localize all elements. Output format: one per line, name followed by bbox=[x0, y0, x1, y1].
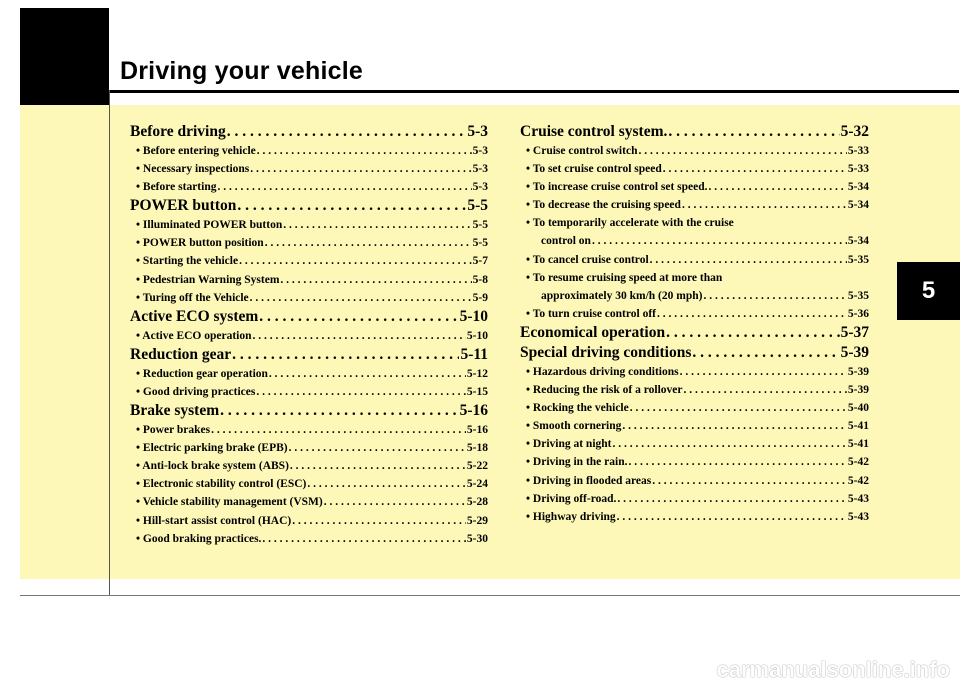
toc-entry[interactable] bbox=[520, 453, 869, 471]
toc-section-heading-label: Cruise control system. bbox=[520, 123, 668, 140]
toc-entry[interactable] bbox=[520, 251, 869, 269]
toc-entry[interactable] bbox=[520, 214, 869, 232]
bullet-icon: • bbox=[136, 385, 143, 398]
toc-entry[interactable] bbox=[130, 365, 488, 383]
leader-dots bbox=[250, 160, 471, 178]
leader-dots bbox=[682, 196, 847, 214]
bullet-icon: • bbox=[136, 163, 143, 176]
toc-entry-label: • Necessary inspections bbox=[136, 163, 250, 176]
bullet-icon: • bbox=[526, 253, 533, 266]
toc-entry[interactable] bbox=[130, 160, 488, 178]
leader-dots bbox=[253, 327, 466, 345]
toc-section-heading-page: 5-32 bbox=[840, 123, 869, 140]
leader-dots bbox=[324, 493, 466, 511]
leader-dots bbox=[237, 196, 466, 216]
toc-entry-label: • Smooth cornering bbox=[526, 420, 622, 433]
toc-entry[interactable] bbox=[520, 305, 869, 323]
toc-entry-label: • Highway driving bbox=[526, 510, 616, 523]
leader-dots bbox=[283, 216, 471, 234]
toc-entry-page: 5-33 bbox=[847, 145, 869, 157]
toc-entry-label: • Active ECO operation bbox=[136, 329, 252, 342]
bullet-icon: • bbox=[136, 367, 143, 380]
leader-dots bbox=[692, 343, 839, 363]
toc-entry[interactable] bbox=[520, 472, 869, 490]
bullet-icon: • bbox=[136, 460, 143, 473]
toc-entry[interactable] bbox=[520, 269, 869, 287]
toc-entry-page: 5-42 bbox=[847, 474, 869, 487]
toc-entry-page: 5-43 bbox=[847, 492, 869, 505]
toc-section bbox=[130, 307, 488, 345]
leader-dots bbox=[290, 457, 466, 475]
toc-section-heading[interactable] bbox=[130, 345, 488, 365]
toc-entry-label: • Turing off the Vehicle bbox=[136, 291, 249, 304]
leader-dots bbox=[617, 490, 847, 508]
leader-dots bbox=[703, 287, 846, 305]
toc-entry-label: • Starting the vehicle bbox=[136, 255, 239, 268]
toc-entry-page: 5-24 bbox=[466, 478, 488, 491]
bullet-icon: • bbox=[526, 420, 533, 433]
toc-entry-page: 5-5 bbox=[472, 237, 488, 250]
toc-section bbox=[130, 401, 488, 548]
toc-entry-page: 5-42 bbox=[847, 456, 869, 469]
toc-entry-label: • Reducing the risk of a rollover bbox=[526, 384, 683, 397]
toc-entry-label: • To decrease the cruising speed bbox=[526, 199, 681, 212]
leader-dots bbox=[257, 142, 472, 160]
toc-entry-page: 5-3 bbox=[472, 145, 488, 157]
bullet-icon: • bbox=[136, 237, 143, 250]
toc-entry-continued-page: 5-35 bbox=[847, 289, 869, 302]
toc-entry-page: 5-41 bbox=[847, 438, 869, 451]
toc-entry-continued[interactable] bbox=[520, 287, 869, 305]
bullet-icon: • bbox=[526, 199, 533, 212]
footer-rule bbox=[20, 595, 960, 596]
bullet-icon: • bbox=[136, 442, 143, 455]
leader-dots bbox=[666, 323, 839, 343]
toc-entry-label: • To resume cruising speed at more than bbox=[526, 271, 723, 284]
toc-section-heading[interactable] bbox=[520, 343, 869, 363]
toc-section bbox=[520, 323, 869, 343]
toc-entry[interactable] bbox=[520, 399, 869, 417]
toc-entry[interactable] bbox=[130, 252, 488, 270]
toc-entry-label: • Driving in flooded areas bbox=[526, 474, 652, 487]
leader-dots bbox=[592, 232, 847, 250]
chapter-tab[interactable]: 5 bbox=[897, 262, 960, 320]
leader-dots bbox=[652, 472, 847, 490]
watermark: carmanualsonline.info bbox=[716, 657, 950, 682]
bullet-icon: • bbox=[136, 424, 143, 437]
toc-section-heading[interactable] bbox=[130, 196, 488, 216]
toc-entry-page: 5-18 bbox=[466, 442, 488, 455]
toc-entry-page: 5-43 bbox=[847, 510, 869, 523]
toc-section bbox=[130, 345, 488, 401]
header-rule bbox=[109, 90, 959, 93]
toc-section-heading[interactable] bbox=[520, 122, 869, 142]
leader-dots bbox=[217, 178, 471, 196]
toc-entry[interactable] bbox=[130, 271, 488, 289]
toc-entry[interactable] bbox=[130, 493, 488, 511]
toc-entry-label: • Rocking the vehicle bbox=[526, 402, 629, 415]
leader-dots bbox=[650, 251, 847, 269]
toc-section-heading[interactable] bbox=[130, 401, 488, 421]
toc-entry[interactable] bbox=[520, 160, 869, 178]
toc-entry-page: 5-33 bbox=[847, 163, 869, 176]
toc-entry-page: 5-36 bbox=[847, 307, 869, 320]
toc-entry-label: • Driving in the rain. bbox=[526, 456, 628, 469]
toc-entry-label: • Hill-start assist control (HAC) bbox=[136, 514, 292, 527]
leader-dots bbox=[292, 512, 466, 530]
toc-entry[interactable] bbox=[130, 439, 488, 457]
toc-entry[interactable] bbox=[130, 475, 488, 493]
header-black-block bbox=[20, 8, 109, 105]
toc-entry-page: 5-15 bbox=[466, 385, 488, 398]
toc-section-heading-label: Active ECO system bbox=[130, 307, 259, 325]
leader-dots bbox=[628, 453, 846, 471]
toc-section-heading-label: Reduction gear bbox=[130, 345, 232, 363]
toc-entry[interactable] bbox=[130, 421, 488, 439]
toc-entry-page: 5-35 bbox=[847, 253, 869, 266]
toc-entry[interactable] bbox=[130, 530, 488, 548]
toc-entry-label: • To increase cruise control set speed. bbox=[526, 181, 708, 194]
toc-entry[interactable] bbox=[520, 381, 869, 399]
toc-entry[interactable] bbox=[520, 435, 869, 453]
toc-entry-label: • POWER button position bbox=[136, 237, 264, 250]
toc-entry-page: 5-41 bbox=[847, 420, 869, 433]
toc-entry[interactable] bbox=[130, 327, 488, 345]
leader-dots bbox=[622, 417, 847, 435]
toc-entry-page: 5-22 bbox=[466, 460, 488, 473]
bullet-icon: • bbox=[136, 145, 143, 157]
toc-entry-continued-label: control on bbox=[541, 235, 591, 248]
toc-entry-page: 5-40 bbox=[847, 402, 869, 415]
toc-entry-page: 5-30 bbox=[466, 532, 488, 545]
margin-rule bbox=[109, 90, 110, 595]
toc-entry-continued-label: approximately 30 km/h (20 mph) bbox=[541, 289, 703, 302]
leader-dots bbox=[289, 439, 466, 457]
toc-section-heading[interactable] bbox=[130, 122, 488, 142]
toc-section bbox=[520, 122, 869, 323]
leader-dots bbox=[684, 381, 847, 399]
toc-entry-page: 5-12 bbox=[466, 367, 488, 380]
bullet-icon: • bbox=[136, 219, 143, 232]
toc-entry-page: 5-8 bbox=[472, 273, 488, 286]
toc-entry-label: • Pedestrian Warning System bbox=[136, 273, 280, 286]
toc-entry-label: • To temporarily accelerate with the cruise bbox=[526, 217, 734, 230]
toc-section-heading-page: 5-3 bbox=[467, 123, 488, 140]
leader-dots bbox=[262, 530, 465, 548]
toc-entry-label: • To turn cruise control off bbox=[526, 307, 657, 320]
bullet-icon: • bbox=[526, 402, 533, 415]
leader-dots bbox=[663, 160, 847, 178]
leader-dots bbox=[269, 365, 466, 383]
toc-entry-label: • Driving off-road. bbox=[526, 492, 617, 505]
toc-entry-label: • Reduction gear operation bbox=[136, 367, 268, 380]
toc-entry-continued[interactable] bbox=[520, 232, 869, 250]
toc-entry[interactable] bbox=[520, 490, 869, 508]
bullet-icon: • bbox=[136, 181, 143, 194]
toc-section-heading-page: 5-16 bbox=[459, 402, 488, 420]
toc-entry[interactable] bbox=[130, 178, 488, 196]
toc-entry-label: • Cruise control switch bbox=[526, 145, 638, 157]
leader-dots bbox=[211, 421, 466, 439]
toc-entry-continued-page: 5-34 bbox=[847, 235, 869, 248]
bullet-icon: • bbox=[136, 329, 143, 342]
toc-section-heading-label: Before driving bbox=[130, 123, 226, 140]
toc-section bbox=[130, 196, 488, 306]
toc-entry-label: • Power brakes bbox=[136, 424, 211, 437]
toc-section-heading-page: 5-39 bbox=[840, 343, 869, 361]
toc-entry-page: 5-3 bbox=[472, 181, 488, 194]
toc-entry-label: • Hazardous driving conditions bbox=[526, 365, 679, 378]
toc-entry-page: 5-3 bbox=[472, 163, 488, 176]
toc-entry[interactable] bbox=[520, 178, 869, 196]
toc-entry-page: 5-34 bbox=[847, 199, 869, 212]
toc-entry-label: • Before entering vehicle bbox=[136, 145, 256, 157]
toc-section-heading-label: Special driving conditions bbox=[520, 343, 692, 361]
toc-entry[interactable] bbox=[130, 234, 488, 252]
leader-dots bbox=[250, 289, 472, 307]
toc-section-heading-page: 5-10 bbox=[459, 307, 488, 325]
leader-dots bbox=[220, 401, 458, 421]
bullet-icon: • bbox=[526, 492, 533, 505]
leader-dots bbox=[259, 307, 458, 327]
toc-entry-label: • Anti-lock brake system (ABS) bbox=[136, 460, 289, 473]
toc-entry-page: 5-29 bbox=[466, 514, 488, 527]
bullet-icon: • bbox=[136, 255, 143, 268]
bullet-icon: • bbox=[526, 384, 533, 397]
leader-dots bbox=[232, 345, 459, 365]
toc-entry-label: • To set cruise control speed bbox=[526, 163, 662, 176]
toc-entry-label: • Good braking practices. bbox=[136, 532, 262, 545]
toc-section bbox=[130, 122, 488, 196]
toc-entry-page: 5-5 bbox=[472, 219, 488, 232]
toc-entry[interactable] bbox=[520, 363, 869, 381]
leader-dots bbox=[613, 435, 847, 453]
toc-entry[interactable] bbox=[520, 142, 869, 160]
toc-section-heading-page: 5-37 bbox=[840, 323, 869, 341]
bullet-icon: • bbox=[136, 496, 143, 509]
bullet-icon: • bbox=[136, 291, 143, 304]
bullet-icon: • bbox=[526, 456, 533, 469]
toc-entry-label: • Before starting bbox=[136, 181, 217, 194]
leader-dots bbox=[638, 142, 846, 160]
bullet-icon: • bbox=[526, 145, 533, 157]
toc-section bbox=[520, 343, 869, 526]
bullet-icon: • bbox=[526, 510, 533, 523]
bullet-icon: • bbox=[526, 474, 533, 487]
toc-section-heading-label: Economical operation bbox=[520, 323, 666, 341]
toc-entry[interactable] bbox=[520, 417, 869, 435]
bullet-icon: • bbox=[136, 532, 143, 545]
toc-entry[interactable] bbox=[130, 289, 488, 307]
toc-entry-page: 5-39 bbox=[847, 384, 869, 397]
toc-section-heading-page: 5-5 bbox=[467, 197, 488, 215]
toc-entry-page: 5-10 bbox=[466, 329, 488, 342]
toc-entry[interactable] bbox=[520, 196, 869, 214]
toc-left-column bbox=[130, 122, 488, 548]
leader-dots bbox=[630, 399, 847, 417]
leader-dots bbox=[307, 475, 466, 493]
toc-entry-page: 5-28 bbox=[466, 496, 488, 509]
toc-entry[interactable] bbox=[130, 383, 488, 401]
bullet-icon: • bbox=[526, 307, 533, 320]
page-title: Driving your vehicle bbox=[120, 57, 363, 85]
toc-section-heading-label: POWER button bbox=[130, 197, 237, 215]
bullet-icon: • bbox=[136, 478, 143, 491]
toc-section-heading[interactable] bbox=[520, 323, 869, 343]
leader-dots bbox=[668, 122, 839, 142]
toc-entry-label: • Electronic stability control (ESC) bbox=[136, 478, 307, 491]
toc-section-heading-page: 5-11 bbox=[460, 345, 488, 363]
bullet-icon: • bbox=[136, 273, 143, 286]
toc-section-heading[interactable] bbox=[130, 307, 488, 327]
toc-entry-label: • Illuminated POWER button bbox=[136, 219, 283, 232]
toc-entry-label: • Driving at night bbox=[526, 438, 612, 451]
bullet-icon: • bbox=[526, 217, 533, 230]
toc-entry[interactable] bbox=[130, 216, 488, 234]
toc-entry-label: • Good driving practices bbox=[136, 385, 256, 398]
leader-dots bbox=[617, 508, 847, 526]
toc-entry[interactable] bbox=[520, 508, 869, 526]
leader-dots bbox=[227, 122, 467, 142]
toc-entry[interactable] bbox=[130, 142, 488, 160]
toc-entry-label: • Electric parking brake (EPB) bbox=[136, 442, 288, 455]
bullet-icon: • bbox=[526, 271, 533, 284]
toc-right-column bbox=[520, 122, 869, 526]
leader-dots bbox=[239, 252, 472, 270]
leader-dots bbox=[709, 178, 847, 196]
toc-entry[interactable] bbox=[130, 457, 488, 475]
toc-entry-page: 5-16 bbox=[466, 424, 488, 437]
bullet-icon: • bbox=[526, 181, 533, 194]
toc-entry-page: 5-34 bbox=[847, 181, 869, 194]
toc-entry-label: • To cancel cruise control bbox=[526, 253, 649, 266]
toc-entry-page: 5-9 bbox=[472, 291, 488, 304]
toc-section-heading-label: Brake system bbox=[130, 402, 220, 420]
leader-dots bbox=[265, 234, 472, 252]
leader-dots bbox=[256, 383, 466, 401]
toc-entry-label: • Vehicle stability management (VSM) bbox=[136, 496, 323, 509]
toc-entry-page: 5-7 bbox=[472, 255, 488, 268]
bullet-icon: • bbox=[526, 438, 533, 451]
bullet-icon: • bbox=[526, 163, 533, 176]
bullet-icon: • bbox=[136, 514, 143, 527]
toc-entry[interactable] bbox=[130, 512, 488, 530]
bullet-icon: • bbox=[526, 365, 533, 378]
toc-entry-page: 5-39 bbox=[847, 365, 869, 378]
leader-dots bbox=[280, 271, 471, 289]
leader-dots bbox=[680, 363, 847, 381]
leader-dots bbox=[657, 305, 847, 323]
